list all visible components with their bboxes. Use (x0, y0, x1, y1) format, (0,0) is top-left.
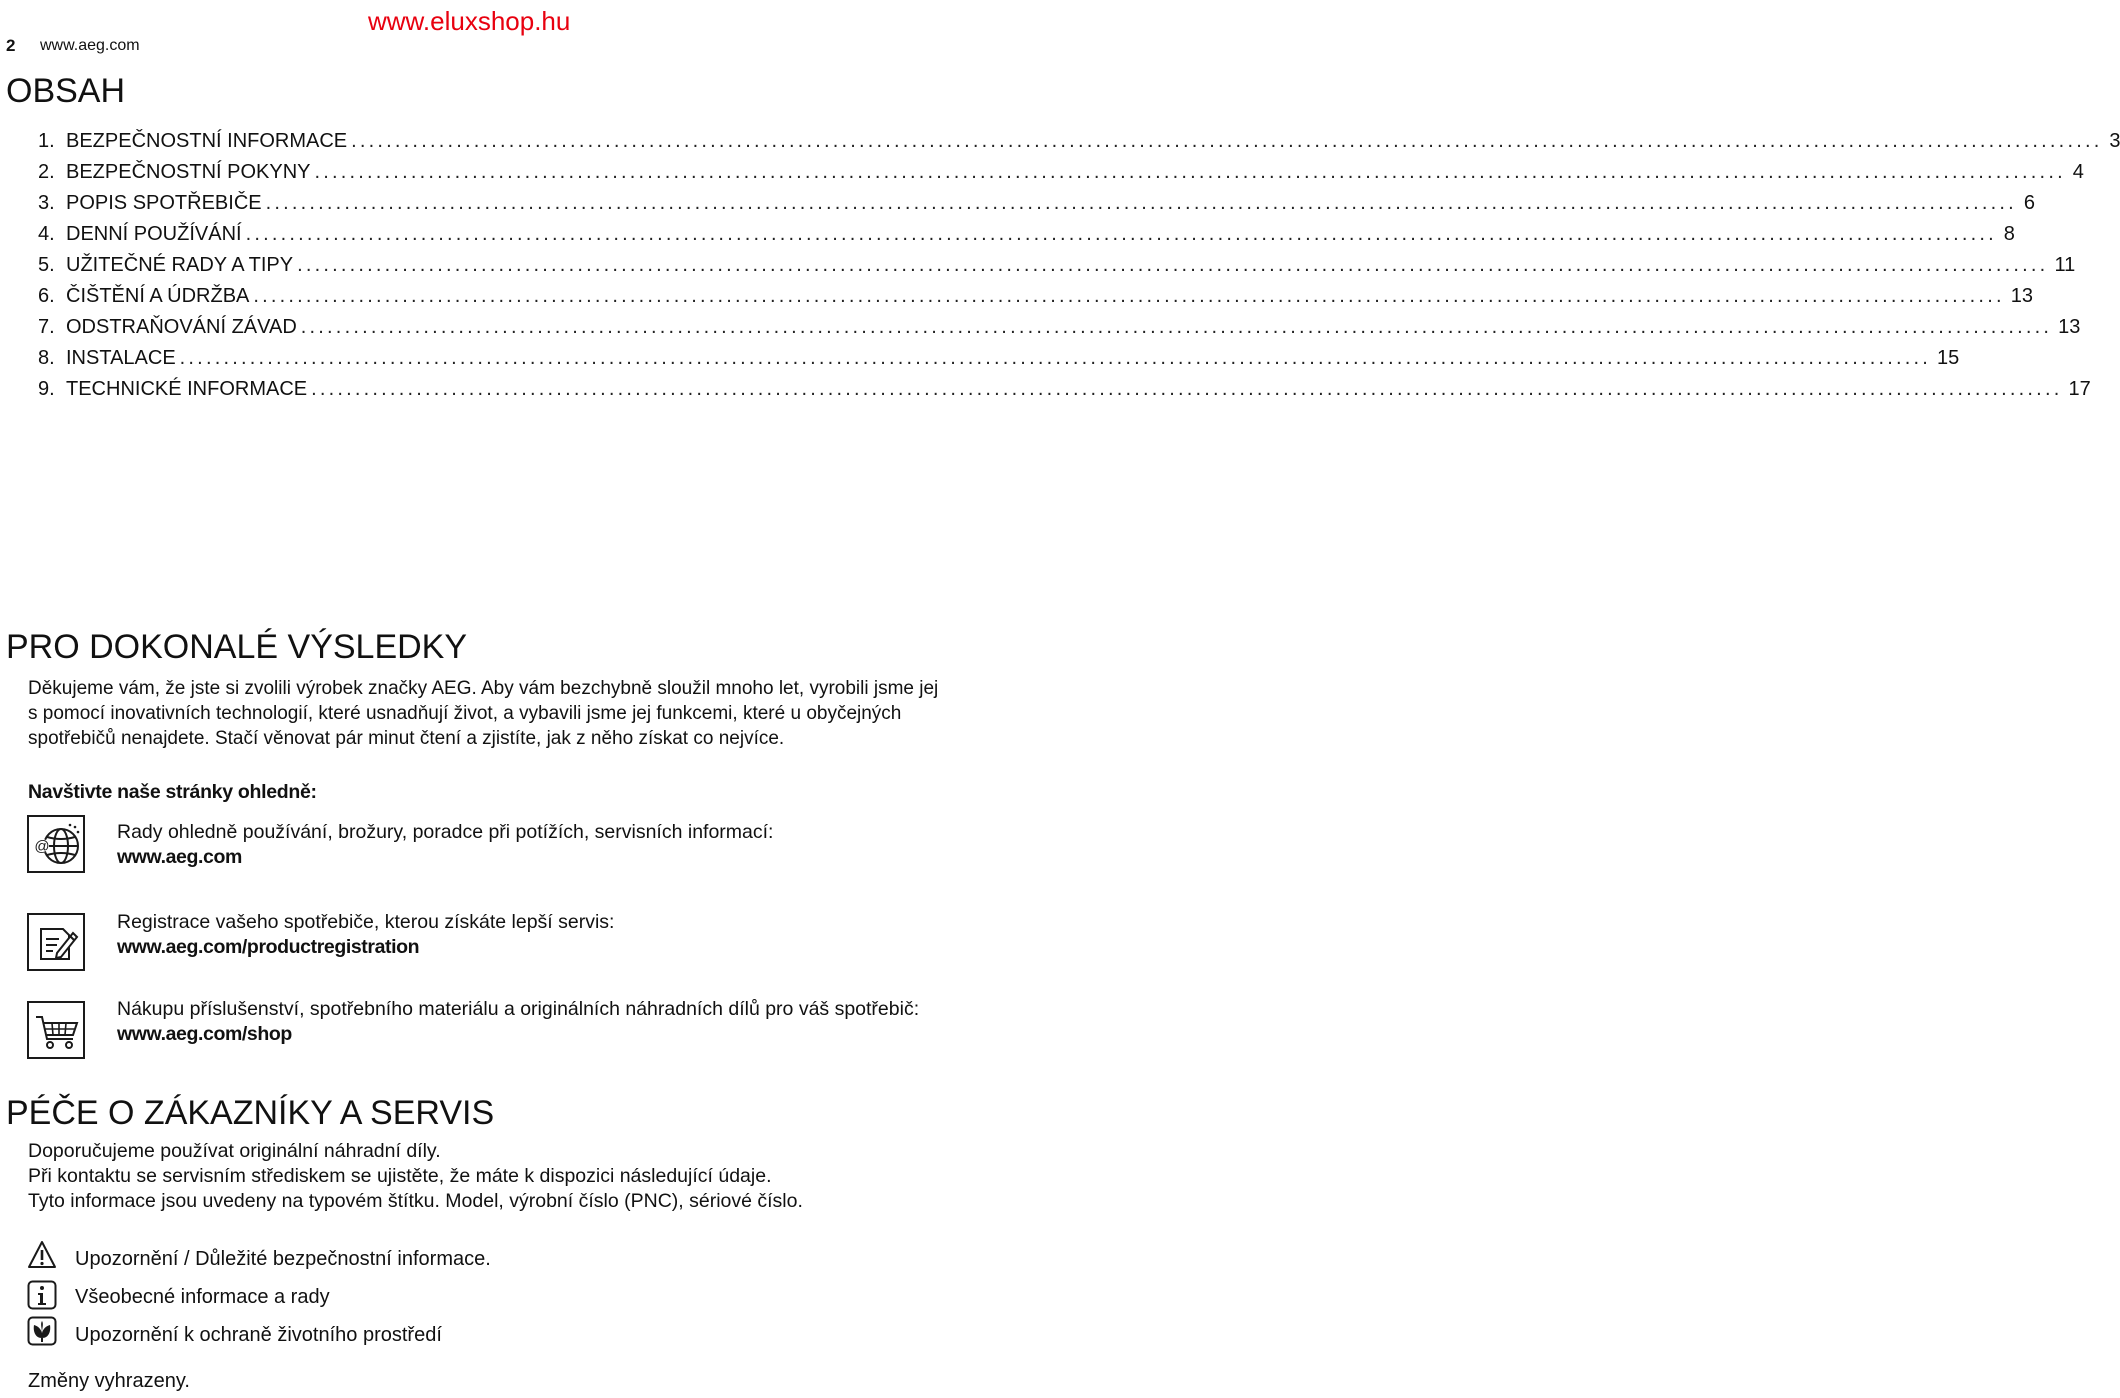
link-url-aeg[interactable]: www.aeg.com (117, 846, 242, 868)
toc-dot-leader: ........................................................................................................................................................................................................ (314, 161, 2066, 183)
toc-item-number: 8. (38, 347, 55, 369)
toc-item-number: 6. (38, 285, 55, 307)
toc-item-number: 5. (38, 254, 55, 276)
toc-item-page: 13 (2058, 316, 2081, 338)
toc-dot-leader: ........................................................................................................................................................................................................ (253, 285, 2005, 307)
link-item-registration (117, 910, 947, 960)
toc-item-label: UŽITEČNÉ RADY A TIPY (66, 254, 294, 276)
toc-title: OBSAH (6, 72, 126, 110)
toc-item-label: INSTALACE (66, 347, 176, 369)
toc-item-number: 4. (38, 223, 55, 245)
intro-paragraph: Děkujeme vám, že jste si zvolili výrobek značky AEG. Aby vám bezchybně sloužil mnoho let, vyrobili jsme jej s pomocí inovativních technologií, které usnadňují život, a vybavili jsme jej funkcemi, které u obyčejných spotřebičů nenajdete. Stačí věnovat pár minut čtení a zjistíte, jak z něho získat co nejvíce. (28, 678, 939, 749)
service-line: Tyto informace jsou uvedeny na typovém štítku. Model, výrobní číslo (PNC), sériové číslo. (28, 1190, 803, 1212)
toc-item-number: 3. (38, 192, 55, 214)
shopping-cart-icon (27, 1001, 85, 1059)
symbol-label-warning: Upozornění / Důležité bezpečnostní informace. (75, 1248, 491, 1270)
toc-item[interactable] (38, 254, 2076, 285)
service-line: Doporučujeme používat originální náhradní díly. (28, 1140, 441, 1162)
toc-item-page: 6 (2023, 192, 2035, 214)
toc-item[interactable] (38, 130, 2120, 161)
link-description: Registrace vašeho spotřebiče, kterou získáte lepší servis: (117, 911, 615, 933)
table-of-contents (38, 130, 2120, 409)
toc-item-page: 8 (2003, 223, 2015, 245)
link-description: Rady ohledně používání, brožury, poradce při potížích, servisních informací: (117, 821, 774, 843)
toc-dot-leader: ........................................................................................................................................................................................................ (351, 130, 2103, 152)
svg-text:@: @ (34, 838, 50, 855)
toc-item-number: 2. (38, 161, 55, 183)
service-line: Při kontaktu se servisním střediskem se ujistěte, že máte k dispozici následující údaje. (28, 1165, 772, 1187)
toc-item-number: 7. (38, 316, 55, 338)
toc-dot-leader: ........................................................................................................................................................................................................ (300, 316, 2053, 338)
toc-item[interactable] (38, 285, 2033, 316)
info-icon (27, 1280, 57, 1310)
toc-item[interactable] (38, 378, 2091, 409)
toc-item-label: TECHNICKÉ INFORMACE (66, 378, 308, 400)
toc-item-label: DENNÍ POUŽÍVÁNÍ (66, 223, 242, 245)
toc-item-number: 1. (38, 130, 55, 152)
section-title-results: PRO DOKONALÉ VÝSLEDKY (6, 628, 468, 666)
toc-item-label: BEZPEČNOSTNÍ POKYNY (66, 161, 311, 183)
toc-item-page: 15 (1937, 347, 1960, 369)
toc-item-label: ČIŠTĚNÍ A ÚDRŽBA (66, 285, 250, 307)
toc-dot-leader: ........................................................................................................................................................................................................ (245, 223, 1997, 245)
leaf-icon (27, 1316, 57, 1346)
page-number: 2 (6, 36, 16, 55)
site-url[interactable]: www.aeg.com (40, 37, 140, 54)
toc-item-label: ODSTRAŇOVÁNÍ ZÁVAD (66, 316, 297, 338)
toc-item[interactable] (38, 223, 2015, 254)
toc-item-page: 4 (2072, 161, 2084, 183)
toc-item[interactable] (38, 192, 2035, 223)
toc-item[interactable] (38, 161, 2084, 192)
warning-icon (27, 1240, 57, 1270)
symbol-label-info: Všeobecné informace a rady (75, 1286, 330, 1308)
toc-item-label: POPIS SPOTŘEBIČE (66, 192, 262, 214)
toc-dot-leader: ........................................................................................................................................................................................................ (265, 192, 2017, 214)
link-url-registration[interactable]: www.aeg.com/productregistration (117, 936, 420, 958)
visit-heading: Navštivte naše stránky ohledně: (28, 781, 317, 803)
toc-item[interactable] (38, 316, 2081, 347)
symbol-label-environment: Upozornění k ochraně životního prostředí (75, 1324, 442, 1346)
toc-item-label: BEZPEČNOSTNÍ INFORMACE (66, 130, 348, 152)
toc-dot-leader: ........................................................................................................................................................................................................ (179, 347, 1931, 369)
toc-item-page: 13 (2010, 285, 2033, 307)
globe-at-icon (27, 815, 85, 873)
toc-dot-leader: ........................................................................................................................................................................................................ (297, 254, 2049, 276)
toc-item-page: 17 (2068, 378, 2091, 400)
link-item-usage (117, 820, 947, 870)
link-item-shop (117, 997, 947, 1047)
service-paragraph (28, 1139, 943, 1214)
link-description: Nákupu příslušenství, spotřebního materiálu a originálních náhradních dílů pro váš spotřebič: (117, 998, 920, 1020)
link-url-shop[interactable]: www.aeg.com/shop (117, 1023, 292, 1045)
toc-item-number: 9. (38, 378, 55, 400)
section-title-service: PÉČE O ZÁKAZNÍKY A SERVIS (6, 1094, 495, 1132)
toc-item-page: 11 (2054, 254, 2076, 276)
notepad-pen-icon (27, 913, 85, 971)
changes-reserved: Změny vyhrazeny. (28, 1370, 190, 1392)
toc-dot-leader: ........................................................................................................................................................................................................ (311, 378, 2063, 400)
watermark-url[interactable]: www.eluxshop.hu (368, 6, 571, 36)
toc-item[interactable] (38, 347, 1960, 378)
toc-item-page: 3 (2109, 130, 2120, 152)
